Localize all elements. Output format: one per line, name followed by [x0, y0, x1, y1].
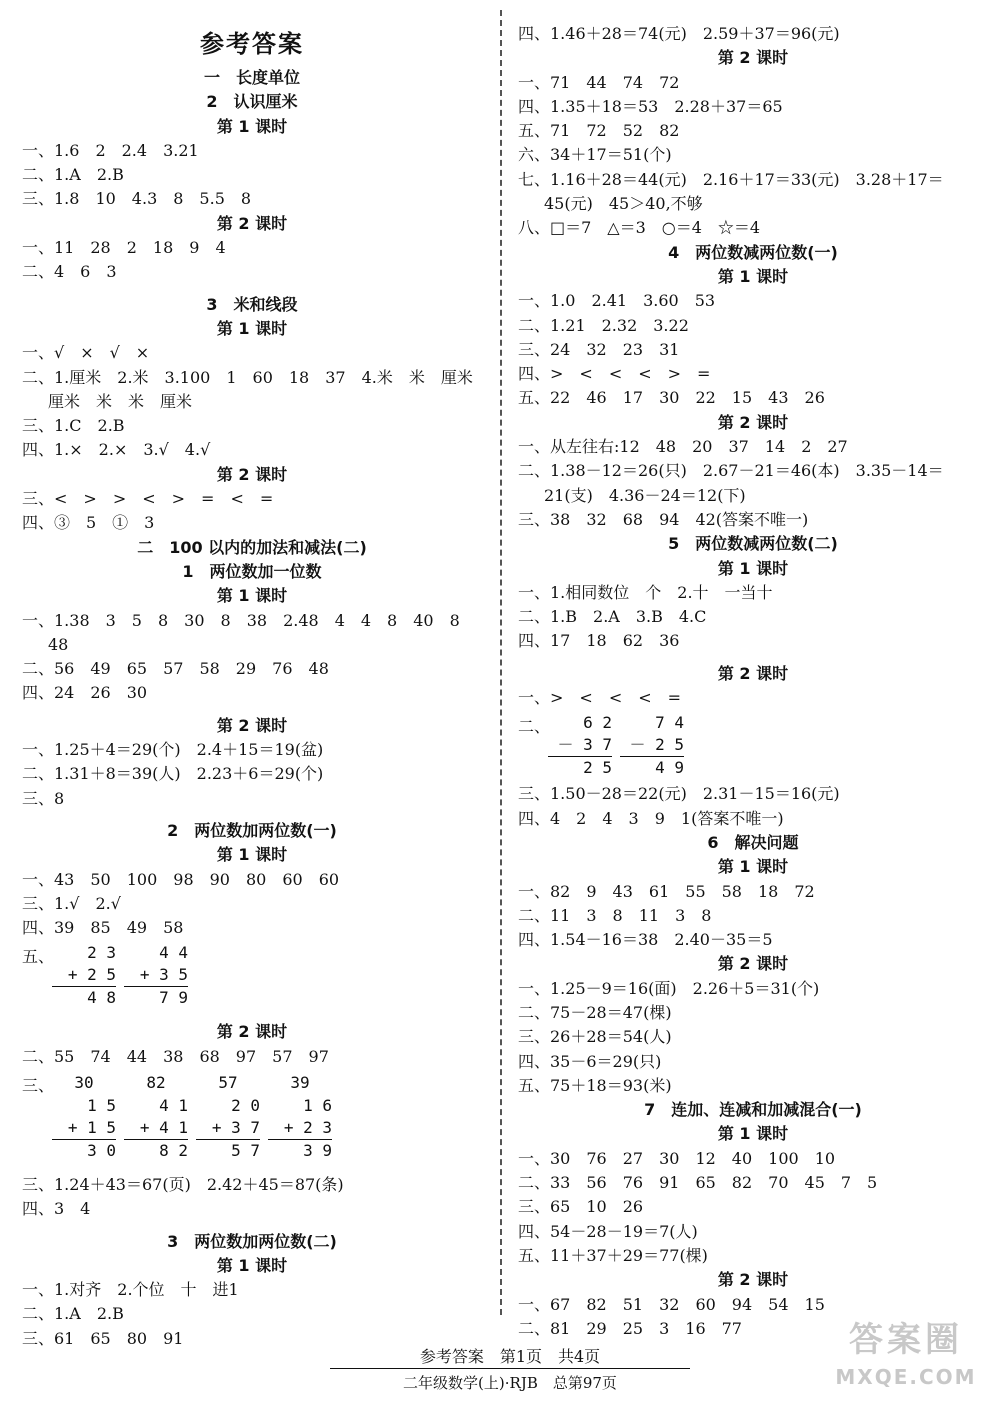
watermark-logo	[818, 1318, 994, 1402]
answer-line: 三、1.C 2.B	[22, 416, 125, 436]
answer-line: 四、3 4	[22, 1199, 91, 1219]
calc-answer-above: 57	[218, 1072, 238, 1092]
answer-line: 二、1.B 2.A 3.B 4.C	[518, 607, 707, 627]
section-heading: 第 1 课时	[216, 1255, 288, 1275]
answer-line: 二、1.21 2.32 3.22	[518, 315, 689, 335]
footer-book-info: 二年级数学(上)·RJB 总第97页	[403, 1374, 617, 1392]
answer-line: 一、> < < < =	[518, 688, 682, 708]
question-number: 二、	[518, 717, 551, 737]
answer-line: 三、1.24＋43＝67(页) 2.42＋45＝87(条)	[22, 1174, 344, 1194]
answer-line: 六、34＋17＝51(个)	[518, 145, 672, 165]
answer-line: 二、33 56 76 91 65 82 70 45 7 5	[518, 1173, 878, 1193]
answer-line: 四、17 18 62 36	[518, 631, 680, 651]
answer-line: 二、56 49 65 57 58 29 76 48	[22, 659, 329, 679]
calc-result: 5 7	[231, 1140, 260, 1160]
section-heading: 1 两位数加一位数	[182, 561, 322, 581]
answer-line: 二、1.A 2.B	[22, 1304, 124, 1324]
spacer	[22, 811, 482, 819]
calc-operand: 4 4	[159, 943, 188, 963]
question-number: 五、	[22, 947, 55, 967]
vertical-calculation-block	[22, 940, 482, 1012]
answer-line-continued: 21(支) 4.36－24＝12(下)	[544, 485, 746, 505]
answer-line: 一、1.25－9＝16(面) 2.26＋5＝31(个)	[518, 978, 820, 998]
calc-operator-line: + 2 5	[52, 964, 116, 987]
section-heading: 第 2 课时	[717, 954, 789, 974]
answer-line: 一、1.38 3 5 8 30 8 38 2.48 4 4 8 40 8	[22, 610, 460, 630]
answer-line: 二、1.A 2.B	[22, 165, 124, 185]
vertical-calculation	[52, 942, 116, 1009]
calc-result: 8 2	[159, 1140, 188, 1160]
answer-line: 一、1.6 2 2.4 3.21	[22, 140, 199, 160]
footer-page-info: 参考答案 第1页 共4页	[330, 1346, 690, 1369]
answer-line: 一、11 28 2 18 9 4	[22, 238, 226, 258]
vertical-calculation	[196, 1071, 260, 1162]
spacer	[22, 1012, 482, 1020]
page-title: 参考答案	[200, 29, 304, 58]
section-heading: 第 2 课时	[216, 464, 288, 484]
answer-line: 二、81 29 25 3 16 77	[518, 1318, 742, 1338]
column-divider	[500, 10, 502, 1315]
calc-result: 4 9	[655, 758, 684, 778]
answer-line: 三、38 32 68 94 42(答案不唯一)	[518, 509, 809, 529]
answer-line: 一、1.对齐 2.个位 十 进1	[22, 1280, 239, 1300]
answer-line: 四、39 85 49 58	[22, 918, 184, 938]
answer-line: 一、1.相同数位 个 2.十 一当十	[518, 582, 773, 602]
answer-line: 二、1.38－12＝26(只) 2.67－21＝46(本) 3.35－14＝	[518, 461, 944, 481]
right-column	[518, 22, 988, 1341]
section-heading: 二 100 以内的加法和减法(二)	[137, 537, 367, 557]
section-heading: 2 两位数加两位数(一)	[167, 820, 337, 840]
answer-line: 一、1.25＋4＝29(个) 2.4＋15＝19(盆)	[22, 740, 324, 760]
answer-line: 八、□＝7 △＝3 ○＝4 ☆＝4	[518, 218, 761, 238]
question-number: 三、	[22, 1075, 55, 1095]
section-heading: 第 2 课时	[216, 213, 288, 233]
answer-line: 三、1.50－28＝22(元) 2.31－15＝16(元)	[518, 784, 840, 804]
vertical-calculation-block	[22, 1069, 482, 1173]
answer-line: 一、30 76 27 30 12 40 100 10	[518, 1148, 836, 1168]
section-heading: 4 两位数减两位数(一)	[668, 242, 838, 262]
section-heading: 第 1 课时	[717, 558, 789, 578]
section-heading: 第 2 课时	[216, 715, 288, 735]
section-heading: 3 两位数加两位数(二)	[167, 1231, 337, 1251]
section-heading: 5 两位数减两位数(二)	[668, 534, 838, 554]
calc-result: 3 9	[303, 1140, 332, 1160]
answer-line: 四、4 2 4 3 9 1(答案不唯一)	[518, 808, 784, 828]
answer-line: 三、8	[22, 788, 65, 808]
calc-result: 3 0	[87, 1140, 116, 1160]
answer-line: 五、11＋37＋29＝77(棵)	[518, 1245, 708, 1265]
calc-operand: 1 6	[303, 1095, 332, 1115]
answer-line: 一、从左往右:12 48 20 37 14 2 27	[518, 437, 848, 457]
section-heading: 第 1 课时	[216, 845, 288, 865]
answer-line-continued: 48	[48, 634, 69, 654]
answer-line: 二、4 6 3	[22, 262, 117, 282]
answer-line: 四、1.54－16＝38 2.40－35＝5	[518, 930, 773, 950]
answer-line: 一、1.0 2.41 3.60 53	[518, 291, 716, 311]
answer-line: 五、71 72 52 82	[518, 121, 680, 141]
answer-line: 二、75－28＝47(棵)	[518, 1002, 672, 1022]
vertical-calculation-block	[518, 710, 988, 782]
answer-line: 三、65 10 26	[518, 1197, 644, 1217]
section-heading: 一 长度单位	[203, 68, 300, 87]
vertical-calculation	[620, 712, 684, 779]
answer-line: 三、26＋28＝54(人)	[518, 1027, 672, 1047]
section-heading: 2 认识厘米	[206, 92, 298, 112]
section-heading: 7 连加、连减和加减混合(一)	[644, 1100, 862, 1120]
calc-operand: 1 5	[87, 1095, 116, 1115]
section-heading: 第 2 课时	[216, 1022, 288, 1042]
section-heading: 3 米和线段	[206, 294, 298, 314]
calc-result: 4 8	[87, 988, 116, 1008]
vertical-calculation	[124, 1071, 188, 1162]
calc-operand: 2 3	[87, 943, 116, 963]
answer-line: 五、75＋18＝93(米)	[518, 1075, 672, 1095]
answer-line: 四、54－28－19＝7(人)	[518, 1221, 698, 1241]
calc-operator-line: － 2 5	[620, 734, 684, 757]
calc-operator-line: + 4 1	[124, 1117, 188, 1140]
answer-line: 二、1.31＋8＝39(人) 2.23＋6＝29(个)	[22, 764, 324, 784]
answer-line: 四、35－6＝29(只)	[518, 1051, 662, 1071]
section-heading: 第 1 课时	[216, 586, 288, 606]
left-column	[22, 22, 482, 1351]
answer-line-continued: 厘米 米 米 厘米	[48, 391, 193, 411]
section-heading: 第 2 课时	[717, 48, 789, 68]
vertical-calculation	[52, 1071, 116, 1162]
answer-line: 二、11 3 8 11 3 8	[518, 905, 712, 925]
section-heading: 第 2 课时	[717, 412, 789, 432]
vertical-calculation	[548, 712, 612, 779]
spacer	[518, 654, 988, 662]
watermark-url: MXQE.COM	[835, 1365, 977, 1389]
calc-operator-line: － 3 7	[548, 734, 612, 757]
spacer	[22, 1222, 482, 1230]
calc-operand: 2 0	[231, 1095, 260, 1115]
answer-line: 七、1.16＋28＝44(元) 2.16＋17＝33(元) 3.28＋17＝	[518, 169, 944, 189]
watermark-text: 答案圈	[849, 1320, 963, 1360]
calc-answer-above: 30	[74, 1072, 94, 1092]
section-heading: 6 解决问题	[707, 832, 799, 852]
answer-line: 一、82 9 43 61 55 58 18 72	[518, 881, 815, 901]
answer-line: 三、1.8 10 4.3 8 5.5 8	[22, 189, 252, 209]
spacer	[22, 706, 482, 714]
answer-line: 三、1.√ 2.√	[22, 893, 121, 913]
spacer	[22, 285, 482, 293]
calc-operator-line: + 3 7	[196, 1117, 260, 1140]
section-heading: 第 1 课时	[717, 266, 789, 286]
section-heading: 第 2 课时	[717, 663, 789, 683]
calc-operator-line: + 2 3	[268, 1117, 332, 1140]
answer-line: 二、55 74 44 38 68 97 57 97	[22, 1046, 329, 1066]
answer-line: 四、> < < < > =	[518, 364, 711, 384]
calc-result: 2 5	[583, 758, 612, 778]
answer-line: 三、61 65 80 91	[22, 1328, 184, 1348]
vertical-calculation	[124, 942, 188, 1009]
answer-line: 五、22 46 17 30 22 15 43 26	[518, 388, 825, 408]
calc-operand: 6 2	[583, 713, 612, 733]
section-heading: 第 1 课时	[717, 1124, 789, 1144]
answer-line: 四、1.46＋28＝74(元) 2.59＋37＝96(元)	[518, 24, 840, 43]
answer-line: 一、67 82 51 32 60 94 54 15	[518, 1294, 825, 1314]
answer-line: 二、1.厘米 2.米 3.100 1 60 18 37 4.米 米 厘米	[22, 367, 473, 387]
answer-line: 一、71 44 74 72	[518, 72, 680, 92]
vertical-calculation	[268, 1071, 332, 1162]
section-heading: 第 2 课时	[717, 1270, 789, 1290]
answer-line: 四、③ 5 ① 3	[22, 513, 155, 533]
calc-answer-above: 82	[146, 1072, 166, 1092]
calc-operator-line: + 3 5	[124, 964, 188, 987]
answer-line: 四、24 26 30	[22, 683, 148, 703]
answer-line: 三、24 32 23 31	[518, 339, 680, 359]
section-heading: 第 1 课时	[717, 857, 789, 877]
answer-line: 一、√ × √ ×	[22, 343, 150, 363]
answer-line: 一、43 50 100 98 90 80 60 60	[22, 869, 340, 889]
section-heading: 第 1 课时	[216, 116, 288, 136]
calc-answer-above: 39	[290, 1072, 310, 1092]
answer-line-continued: 45(元) 45＞40,不够	[544, 194, 703, 214]
calc-result: 7 9	[159, 988, 188, 1008]
calc-operator-line: + 1 5	[52, 1117, 116, 1140]
calc-operand: 7 4	[655, 713, 684, 733]
section-heading: 第 1 课时	[216, 318, 288, 338]
calc-operand: 4 1	[159, 1095, 188, 1115]
answer-line: 三、< > > < > = < =	[22, 489, 274, 509]
answer-line: 四、1.× 2.× 3.√ 4.√	[22, 440, 211, 460]
answer-line: 四、1.35＋18＝53 2.28＋37＝65	[518, 96, 783, 116]
